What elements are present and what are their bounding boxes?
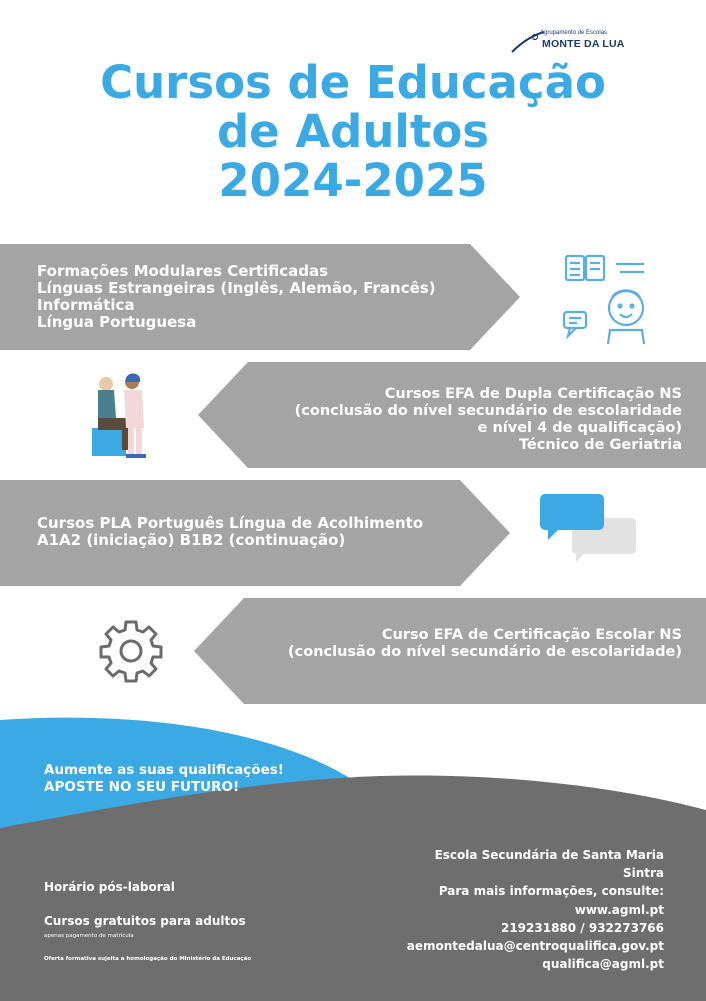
title-line-3: 2024-2025 [218,154,488,207]
slogan [44,762,284,796]
email-link-2[interactable]: qualifica@agml.pt [542,957,664,972]
gear-icon [98,618,164,684]
band-2-line-3: e nível 4 de qualificação) [477,420,682,436]
band-1-line-1: Formações Modulares Certificadas [37,262,329,280]
learning-icon [560,252,650,344]
slogan-line-2: APOSTE NO SEU FUTURO! [44,779,240,795]
band-1-line-3: Informática [37,296,135,314]
school-logo [508,26,658,56]
free-courses-note: apenas pagamento de matrícula [44,933,134,939]
course-band-2 [0,362,706,468]
band-2-line-1: Cursos EFA de Dupla Certificação NS [384,386,682,402]
band-1-text [37,263,436,331]
band-2-line-4: Técnico de Geriatria [518,437,682,453]
course-band-4 [0,598,706,704]
schedule-text: Horário pós-laboral [44,880,175,894]
band-3-text [37,515,423,549]
title-line-1: Cursos de Educação [100,56,606,109]
logo-name: MONTE DA LUA [542,38,625,50]
band-3-line-1: Cursos PLA Português Língua de Acolhimento [37,514,424,532]
caregiver-illustration [86,370,152,460]
school-location: Sintra [622,866,664,881]
band-1-line-2: Línguas Estrangeiras (Inglês, Alemão, Francês) [37,279,436,297]
course-band-3 [0,480,706,586]
email-link-1[interactable]: aemontedalua@centroqualifica.gov.pt [406,939,664,954]
school-name: Escola Secundária de Santa Maria [434,848,664,862]
band-2-line-2: (conclusão do nível secundário de escolaridade [294,403,682,419]
band-4-line-2: (conclusão do nível secundário de escolaridade) [288,644,682,660]
band-3-line-2: A1A2 (iniciação) B1B2 (continuação) [37,531,346,549]
website-link[interactable]: www.agml.pt [574,902,664,917]
band-4-line-1: Curso EFA de Certificação Escolar NS [381,627,682,643]
free-courses-text: Cursos gratuitos para adultos [44,914,246,928]
disclaimer-text: Oferta formativa sujeita a homologação do Ministério da Educação [44,956,252,962]
title-line-2: de Adultos [216,105,490,158]
info-label: Para mais informações, consulte: [438,884,664,899]
slogan-line-1: Aumente as suas qualificações! [44,762,284,778]
band-2-text [295,386,682,454]
page-title [0,58,706,205]
band-4-text [288,627,682,661]
logo-subtitle: Agrupamento de Escolas [540,30,608,36]
course-band-1 [0,244,706,350]
band-1-line-4: Língua Portuguesa [37,313,197,331]
contact-block [407,846,664,973]
phone-numbers: 219231880 / 932273766 [500,920,664,935]
speech-bubbles-icon [536,492,640,562]
